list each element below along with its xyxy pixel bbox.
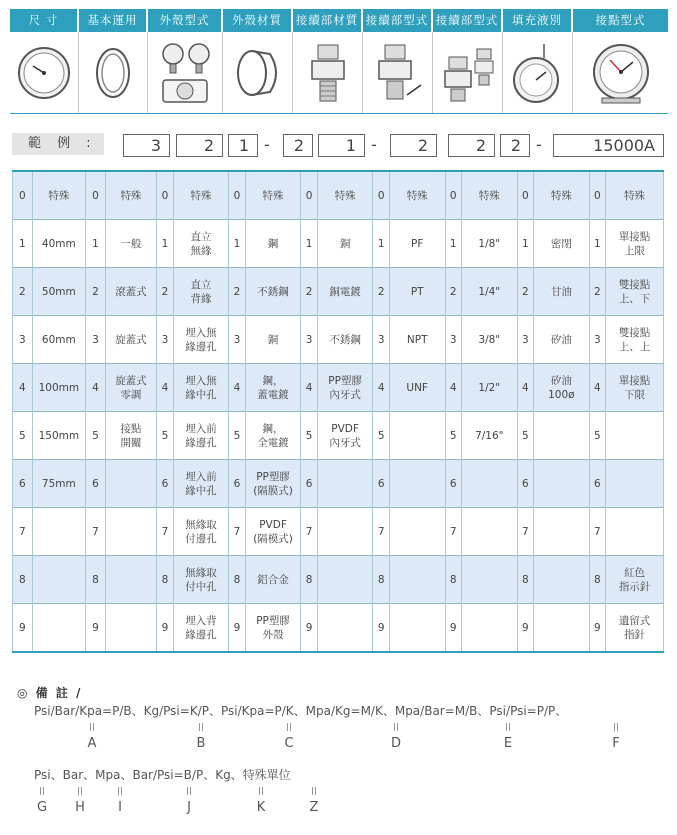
table-cell-value: 直立 背緣 xyxy=(173,268,229,316)
gauge-face-image xyxy=(10,32,79,113)
table-cell-code: 0 xyxy=(517,171,533,220)
table-cell-value xyxy=(534,508,590,556)
table-cell-value: 50mm xyxy=(32,268,86,316)
table-cell-value xyxy=(389,508,445,556)
table-cell-code: 4 xyxy=(157,364,173,412)
spec-table xyxy=(12,170,664,653)
table-cell-code: 5 xyxy=(229,412,245,460)
table-cell-code: 8 xyxy=(517,556,533,604)
table-cell-code: 3 xyxy=(517,316,533,364)
table-cell-code: 9 xyxy=(86,604,106,653)
table-cell-code: 9 xyxy=(13,604,33,653)
table-cell-code: 7 xyxy=(445,508,461,556)
table-cell-code: 1 xyxy=(157,220,173,268)
table-cell-value: 雙接點 上、下 xyxy=(606,268,664,316)
table-cell-code: 0 xyxy=(589,171,605,220)
example-code-connection-type-1: 2 xyxy=(390,134,437,157)
table-cell-code: 7 xyxy=(229,508,245,556)
table-cell-code: 6 xyxy=(86,460,106,508)
table-cell-code: 3 xyxy=(86,316,106,364)
table-cell-code: 3 xyxy=(13,316,33,364)
example-code-case-material: 2 xyxy=(283,134,313,157)
notes-letter-d: D xyxy=(390,736,401,751)
table-cell-value xyxy=(105,508,157,556)
table-cell-value xyxy=(32,556,86,604)
table-cell-code: 5 xyxy=(517,412,533,460)
table-cell-value: 鋼 xyxy=(245,220,301,268)
notes-mark: || xyxy=(77,786,83,795)
table-cell-code: 8 xyxy=(229,556,245,604)
table-cell-value: NPT xyxy=(389,316,445,364)
table-cell-code: 2 xyxy=(86,268,106,316)
table-cell-code: 1 xyxy=(589,220,605,268)
table-cell-value: 150mm xyxy=(32,412,86,460)
table-cell-value xyxy=(389,556,445,604)
table-cell-code: 0 xyxy=(13,171,33,220)
table-cell-value: 銅電鍍 xyxy=(317,268,373,316)
table-row xyxy=(13,460,664,508)
table-cell-value: 特殊 xyxy=(245,171,301,220)
table-cell-code: 5 xyxy=(589,412,605,460)
table-cell-value: 特殊 xyxy=(317,171,373,220)
table-cell-code: 8 xyxy=(13,556,33,604)
table-cell-value: 旋蓋式 xyxy=(105,316,157,364)
table-cell-value: 雙接點 上、上 xyxy=(606,316,664,364)
table-cell-code: 6 xyxy=(517,460,533,508)
table-cell-code: 3 xyxy=(373,316,389,364)
table-cell-value xyxy=(389,412,445,460)
table-cell-code: 4 xyxy=(229,364,245,412)
table-cell-value: 滾蓋式 xyxy=(105,268,157,316)
table-cell-code: 5 xyxy=(86,412,106,460)
example-code-connection-type-2: 2 xyxy=(448,134,495,157)
table-cell-value: 密閉 xyxy=(534,220,590,268)
notes-letter-a: A xyxy=(87,736,97,751)
table-cell-code: 5 xyxy=(301,412,317,460)
header-basic-use: 基本運用 xyxy=(79,9,148,32)
table-cell-code: 2 xyxy=(13,268,33,316)
table-cell-code: 6 xyxy=(229,460,245,508)
table-cell-value: 單接點 下限 xyxy=(606,364,664,412)
table-cell-value: 埋入背 緣邊孔 xyxy=(173,604,229,653)
notes-mark: || xyxy=(89,722,95,731)
connection-type-image xyxy=(363,32,433,113)
notes-letter-j: J xyxy=(187,800,191,815)
table-cell-value: 埋入無 緣中孔 xyxy=(173,364,229,412)
table-cell-value: 銅 xyxy=(317,220,373,268)
table-cell-code: 6 xyxy=(373,460,389,508)
example-code-fill-liquid: 2 xyxy=(500,134,530,157)
header-case-type: 外殼型式 xyxy=(148,9,223,32)
table-cell-value: 1/8" xyxy=(461,220,517,268)
table-cell-value: 單接點 上限 xyxy=(606,220,664,268)
example-code-connection-material: 1 xyxy=(318,134,365,157)
table-cell-code: 6 xyxy=(157,460,173,508)
table-cell-value: 矽油 xyxy=(534,316,590,364)
table-cell-code: 2 xyxy=(301,268,317,316)
table-row xyxy=(13,556,664,604)
table-cell-value xyxy=(461,460,517,508)
table-cell-code: 3 xyxy=(445,316,461,364)
table-cell-code: 6 xyxy=(445,460,461,508)
table-cell-code: 2 xyxy=(229,268,245,316)
table-cell-code: 9 xyxy=(589,604,605,653)
product-illustrations xyxy=(10,32,668,114)
table-cell-code: 4 xyxy=(589,364,605,412)
notes-mark: || xyxy=(311,786,317,795)
notes-mark: || xyxy=(393,722,399,731)
table-row xyxy=(13,220,664,268)
example-code-size: 3 xyxy=(123,134,170,157)
notes-letter-b: B xyxy=(196,736,206,751)
table-cell-code: 2 xyxy=(373,268,389,316)
table-cell-value: PP塑膠 外殼 xyxy=(245,604,301,653)
table-cell-value: PVDF 內牙式 xyxy=(317,412,373,460)
table-row xyxy=(13,171,664,220)
table-cell-value xyxy=(534,460,590,508)
table-cell-value xyxy=(606,508,664,556)
table-cell-code: 8 xyxy=(301,556,317,604)
table-row xyxy=(13,604,664,653)
table-cell-value: 埋入前 緣邊孔 xyxy=(173,412,229,460)
table-cell-value: 不銹鋼 xyxy=(245,268,301,316)
table-cell-value: 特殊 xyxy=(389,171,445,220)
table-cell-code: 9 xyxy=(157,604,173,653)
notes-mark: || xyxy=(258,786,264,795)
table-cell-code: 1 xyxy=(517,220,533,268)
notes-mark: || xyxy=(117,786,123,795)
table-cell-code: 6 xyxy=(301,460,317,508)
table-cell-code: 9 xyxy=(301,604,317,653)
table-cell-code: 6 xyxy=(13,460,33,508)
table-row xyxy=(13,316,664,364)
table-cell-code: 3 xyxy=(301,316,317,364)
header-fill-liquid: 填充液別 xyxy=(503,9,573,32)
spec-header xyxy=(10,9,668,32)
table-cell-value: PP塑膠 內牙式 xyxy=(317,364,373,412)
table-row xyxy=(13,268,664,316)
table-cell-code: 6 xyxy=(589,460,605,508)
example-label: 範 例 : xyxy=(12,133,104,155)
table-cell-value xyxy=(105,460,157,508)
table-cell-value: 60mm xyxy=(32,316,86,364)
table-cell-value: UNF xyxy=(389,364,445,412)
table-cell-code: 1 xyxy=(301,220,317,268)
example-code-case-type: 1 xyxy=(228,134,258,157)
table-cell-code: 0 xyxy=(229,171,245,220)
table-cell-value: 直立 無緣 xyxy=(173,220,229,268)
notes-letter-e: E xyxy=(503,736,513,751)
table-cell-code: 0 xyxy=(157,171,173,220)
table-cell-value: 特殊 xyxy=(173,171,229,220)
header-connection-type-2: 接續部型式 xyxy=(433,9,503,32)
notes-mark: || xyxy=(39,786,45,795)
table-cell-value: 不銹鋼 xyxy=(317,316,373,364)
notes-letter-f: F xyxy=(612,736,620,751)
table-cell-value xyxy=(534,556,590,604)
notes-mark: || xyxy=(613,722,619,731)
table-cell-value: 無緣取 付邊孔 xyxy=(173,508,229,556)
notes-mark: || xyxy=(198,722,204,731)
table-cell-value: 銅 xyxy=(245,316,301,364)
table-cell-code: 7 xyxy=(86,508,106,556)
notes-letter-c: C xyxy=(284,736,294,751)
table-cell-value xyxy=(105,604,157,653)
table-cell-value xyxy=(461,508,517,556)
connection-fitting-image xyxy=(433,32,503,113)
example-dash: - xyxy=(536,135,542,154)
notes-units-line-2: Psi、Bar、Mpa、Bar/Psi=B/P、Kg、特殊單位 xyxy=(34,768,291,782)
table-cell-value: 75mm xyxy=(32,460,86,508)
notes-letter-i: I xyxy=(118,800,122,815)
table-cell-code: 8 xyxy=(589,556,605,604)
case-type-image xyxy=(148,32,223,113)
table-cell-value: 鋼， 蓋電鍍 xyxy=(245,364,301,412)
table-cell-value: 無緣取 付中孔 xyxy=(173,556,229,604)
notes-letter-k: K xyxy=(256,800,266,815)
table-cell-code: 9 xyxy=(229,604,245,653)
table-cell-value: 特殊 xyxy=(105,171,157,220)
case-material-image xyxy=(223,32,293,113)
table-cell-value: 特殊 xyxy=(32,171,86,220)
table-cell-value xyxy=(32,604,86,653)
notes-units-line-1: Psi/Bar/Kpa=P/B、Kg/Psi=K/P、Psi/Kpa=P/K、Mpa/Kg=M/K、Mpa/Bar=M/B、Psi/Psi=P/P、 xyxy=(34,704,568,718)
table-cell-code: 7 xyxy=(589,508,605,556)
header-contact-type: 接點型式 xyxy=(573,9,668,32)
table-cell-code: 2 xyxy=(445,268,461,316)
table-cell-value: 1/2" xyxy=(461,364,517,412)
table-cell-value xyxy=(534,604,590,653)
table-cell-value: 3/8" xyxy=(461,316,517,364)
table-cell-code: 1 xyxy=(445,220,461,268)
notes-mark: || xyxy=(505,722,511,731)
table-cell-code: 0 xyxy=(86,171,106,220)
table-cell-value xyxy=(461,604,517,653)
table-row xyxy=(13,412,664,460)
table-cell-value xyxy=(317,556,373,604)
table-cell-value: 7/16" xyxy=(461,412,517,460)
example-dash: - xyxy=(371,135,377,154)
table-cell-code: 5 xyxy=(157,412,173,460)
table-cell-value: 1/4" xyxy=(461,268,517,316)
header-case-material: 外殼材質 xyxy=(223,9,293,32)
table-cell-code: 1 xyxy=(373,220,389,268)
table-cell-value xyxy=(389,460,445,508)
table-cell-value xyxy=(534,412,590,460)
table-cell-value: 特殊 xyxy=(461,171,517,220)
example-dash: - xyxy=(264,135,270,154)
table-cell-value xyxy=(317,508,373,556)
example-code-basic-use: 2 xyxy=(176,134,223,157)
table-cell-code: 9 xyxy=(517,604,533,653)
table-cell-value: 一般 xyxy=(105,220,157,268)
table-cell-value: 遺留式 指針 xyxy=(606,604,664,653)
table-cell-code: 3 xyxy=(157,316,173,364)
table-cell-value: 鋼， 全電鍍 xyxy=(245,412,301,460)
table-cell-value xyxy=(389,604,445,653)
table-cell-value: 埋入無 緣邊孔 xyxy=(173,316,229,364)
notes-title: ◎ 備 註 / xyxy=(17,686,83,700)
table-cell-code: 4 xyxy=(517,364,533,412)
table-cell-value: 100mm xyxy=(32,364,86,412)
table-cell-code: 7 xyxy=(373,508,389,556)
header-connection-material: 接續部材質 xyxy=(293,9,363,32)
notes-mark: || xyxy=(186,786,192,795)
table-cell-code: 5 xyxy=(13,412,33,460)
header-connection-type-1: 接續部型式 xyxy=(363,9,433,32)
notes-letter-z: Z xyxy=(309,800,319,815)
table-cell-code: 8 xyxy=(445,556,461,604)
table-cell-code: 5 xyxy=(373,412,389,460)
fill-liquid-image xyxy=(503,32,573,113)
table-row xyxy=(13,508,664,556)
table-cell-value xyxy=(32,508,86,556)
table-cell-code: 2 xyxy=(517,268,533,316)
table-cell-code: 4 xyxy=(373,364,389,412)
connection-material-image xyxy=(293,32,363,113)
table-cell-code: 1 xyxy=(86,220,106,268)
notes-letter-g: G xyxy=(36,800,48,815)
header-size: 尺 寸 xyxy=(10,9,79,32)
table-cell-code: 7 xyxy=(301,508,317,556)
example-code-contact-type: 15000A xyxy=(553,134,664,157)
table-cell-code: 7 xyxy=(517,508,533,556)
table-cell-value: 埋入前 緣中孔 xyxy=(173,460,229,508)
table-cell-value xyxy=(317,460,373,508)
table-cell-code: 0 xyxy=(373,171,389,220)
table-cell-code: 2 xyxy=(589,268,605,316)
ring-image xyxy=(79,32,148,113)
table-cell-value xyxy=(317,604,373,653)
table-cell-code: 3 xyxy=(589,316,605,364)
table-cell-code: 5 xyxy=(445,412,461,460)
contact-gauge-image xyxy=(573,32,668,113)
table-cell-code: 1 xyxy=(13,220,33,268)
table-cell-code: 4 xyxy=(13,364,33,412)
table-cell-code: 9 xyxy=(373,604,389,653)
table-cell-code: 8 xyxy=(373,556,389,604)
table-cell-code: 4 xyxy=(86,364,106,412)
table-cell-value: 甘油 xyxy=(534,268,590,316)
table-cell-value: PF xyxy=(389,220,445,268)
table-cell-code: 4 xyxy=(445,364,461,412)
table-cell-value: PT xyxy=(389,268,445,316)
table-cell-value: 矽油 100ø xyxy=(534,364,590,412)
table-cell-code: 9 xyxy=(445,604,461,653)
table-cell-value: 特殊 xyxy=(534,171,590,220)
notes-letter-h: H xyxy=(75,800,85,815)
table-cell-value xyxy=(461,556,517,604)
table-cell-code: 3 xyxy=(229,316,245,364)
table-cell-code: 2 xyxy=(157,268,173,316)
table-cell-code: 4 xyxy=(301,364,317,412)
table-cell-value: 特殊 xyxy=(606,171,664,220)
table-cell-code: 0 xyxy=(301,171,317,220)
table-cell-value: 接點 開關 xyxy=(105,412,157,460)
table-cell-value: PVDF (隔模式) xyxy=(245,508,301,556)
table-row xyxy=(13,364,664,412)
table-cell-value: PP塑膠 (隔膜式) xyxy=(245,460,301,508)
notes-mark: || xyxy=(286,722,292,731)
table-cell-value xyxy=(105,556,157,604)
table-cell-value: 旋蓋式 零調 xyxy=(105,364,157,412)
table-cell-value xyxy=(606,412,664,460)
table-cell-value: 40mm xyxy=(32,220,86,268)
table-cell-code: 0 xyxy=(445,171,461,220)
table-cell-code: 8 xyxy=(86,556,106,604)
table-cell-code: 1 xyxy=(229,220,245,268)
table-cell-value: 紅色 指示針 xyxy=(606,556,664,604)
table-cell-value: 鋁合金 xyxy=(245,556,301,604)
table-cell-code: 7 xyxy=(157,508,173,556)
table-cell-code: 8 xyxy=(157,556,173,604)
table-cell-code: 7 xyxy=(13,508,33,556)
table-cell-value xyxy=(606,460,664,508)
